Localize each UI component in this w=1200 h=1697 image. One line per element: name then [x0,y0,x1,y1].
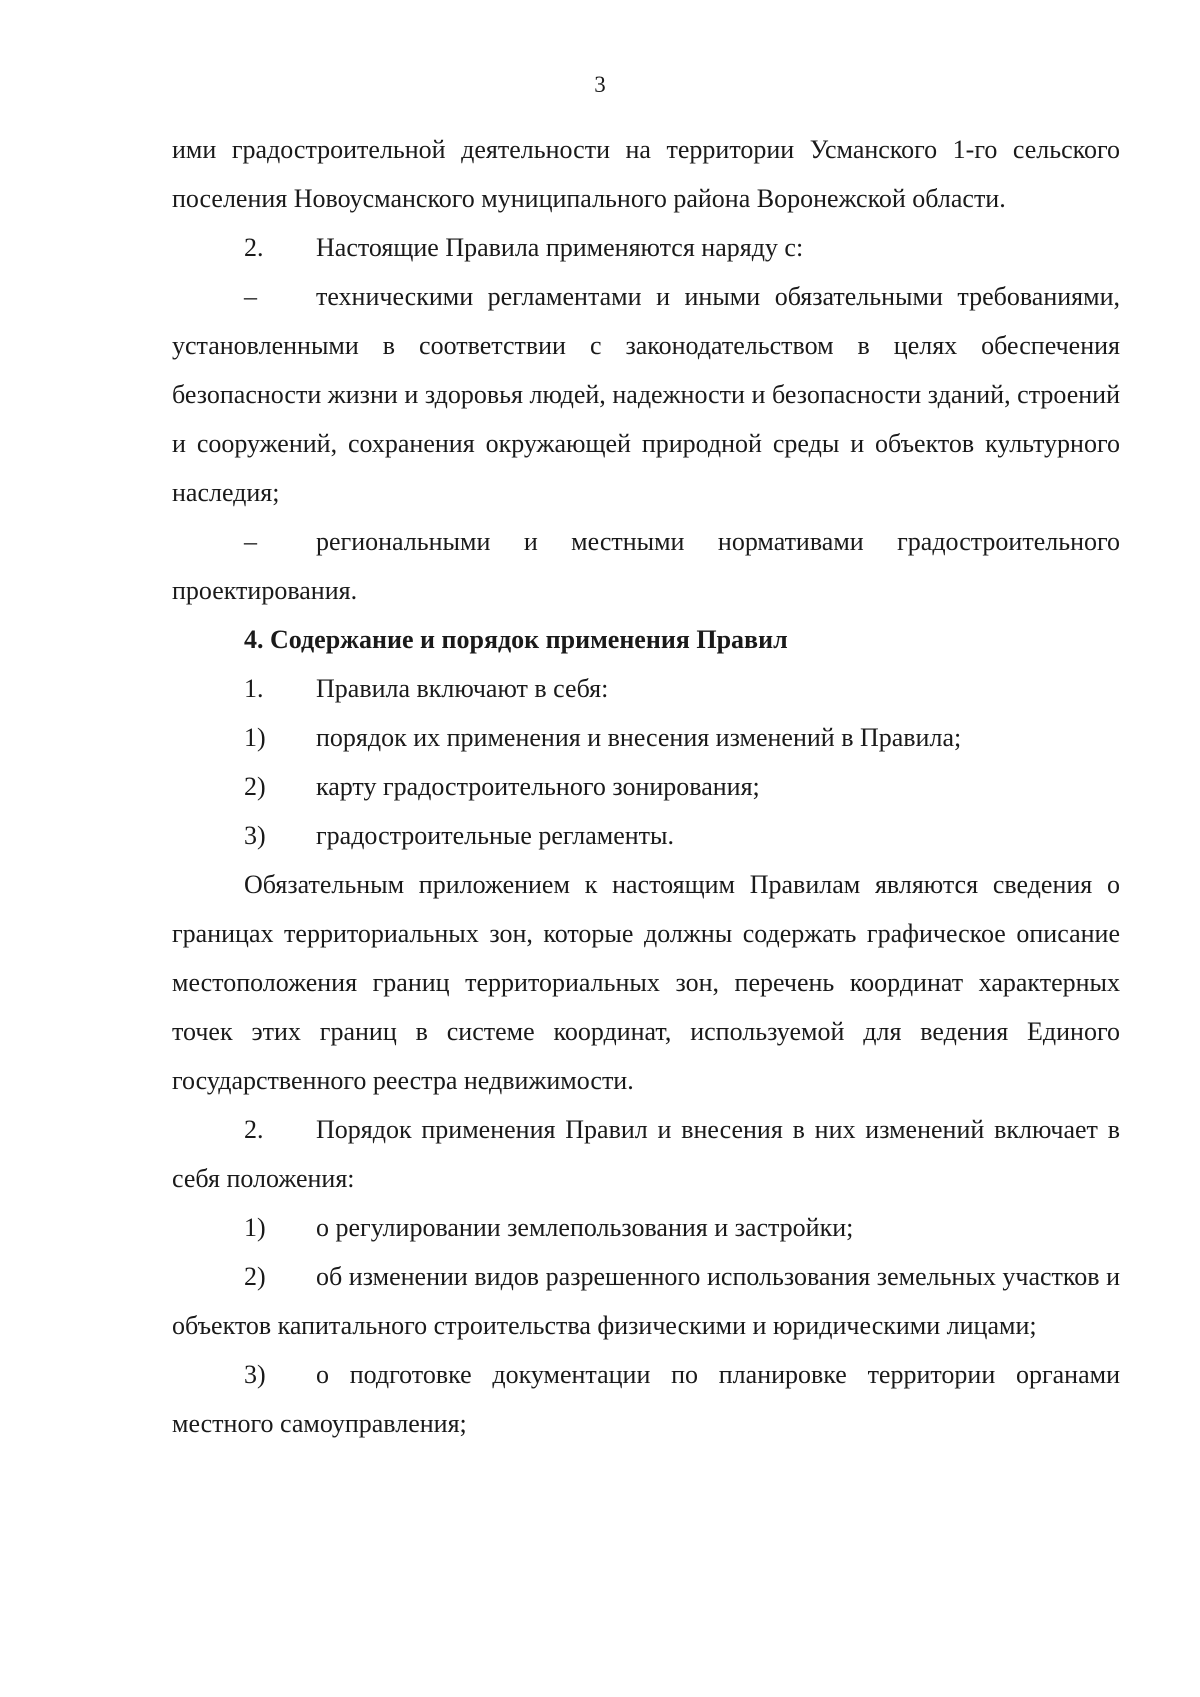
section4-subitem-2-text: карту градостроительного зонирования; [316,772,760,801]
appendix-paragraph: Обязательным приложением к настоящим Правилам являются сведения о границах территориальных зон, которые должны содержать графическое описание местоположения границ территориальных зон, перечень координат характерных точек этих границ в системе координат, используемой для ведения Единого государственного реестра недвижимости. [172,870,1120,1095]
section4-subitem-1-marker: 1) [244,723,266,752]
section3-bullet-1 [172,272,1120,517]
section3-bullet-2-marker: – [244,527,257,556]
section4-item-2-marker: 2. [244,1115,264,1144]
section4-subitem-3 [172,811,1120,860]
section4-heading: 4. Содержание и порядок применения Правил [244,625,788,654]
section3-bullet-2 [172,517,1120,615]
section4-subitem-3-marker: 3) [244,821,266,850]
provision-3 [172,1350,1120,1448]
provision-1-text: о регулировании землепользования и застройки; [316,1213,854,1242]
section3-item-2-marker: 2. [244,233,264,262]
section4-subitem-1-text: порядок их применения и внесения изменений в Правила; [316,723,962,752]
intro-continuation-paragraph: ими градостроительной деятельности на территории Усманского 1-го сельского поселения Новоусманского муниципального района Воронежской области. [172,135,1120,213]
section3-item-2 [172,223,1120,272]
provision-1 [172,1203,1120,1252]
page-number: 3 [594,72,606,97]
provision-3-marker: 3) [244,1360,266,1389]
section3-item-2-text: Настоящие Правила применяются наряду с: [316,233,804,262]
section3-bullet-1-text: техническими регламентами и иными обязательными требованиями, установленными в соответствии с законодательством в целях обеспечения безопасности жизни и здоровья людей, надежности и безопасности зданий, строений и сооружений, сохранения окружающей природной среды и объектов культурного наследия; [172,282,1120,507]
provision-2-marker: 2) [244,1262,266,1291]
section4-item-1-marker: 1. [244,674,264,703]
section3-bullet-1-marker: – [244,282,257,311]
section4-item-2 [172,1105,1120,1203]
document-body [172,125,1120,1448]
section4-item-1-text: Правила включают в себя: [316,674,609,703]
section4-subitem-2 [172,762,1120,811]
section4-item-2-text: Порядок применения Правил и внесения в них изменений включает в себя положения: [172,1115,1120,1193]
provision-2 [172,1252,1120,1350]
section3-bullet-2-text: региональными и местными нормативами градостроительного проектирования. [172,527,1120,605]
provision-1-marker: 1) [244,1213,266,1242]
section4-subitem-2-marker: 2) [244,772,266,801]
section4-item-1 [172,664,1120,713]
provision-2-text: об изменении видов разрешенного использования земельных участков и объектов капитального строительства физическими и юридическими лицами; [172,1262,1120,1340]
section4-subitem-3-text: градостроительные регламенты. [316,821,675,850]
section4-subitem-1 [172,713,1120,762]
provision-3-text: о подготовке документации по планировке территории органами местного самоуправления; [172,1360,1120,1438]
